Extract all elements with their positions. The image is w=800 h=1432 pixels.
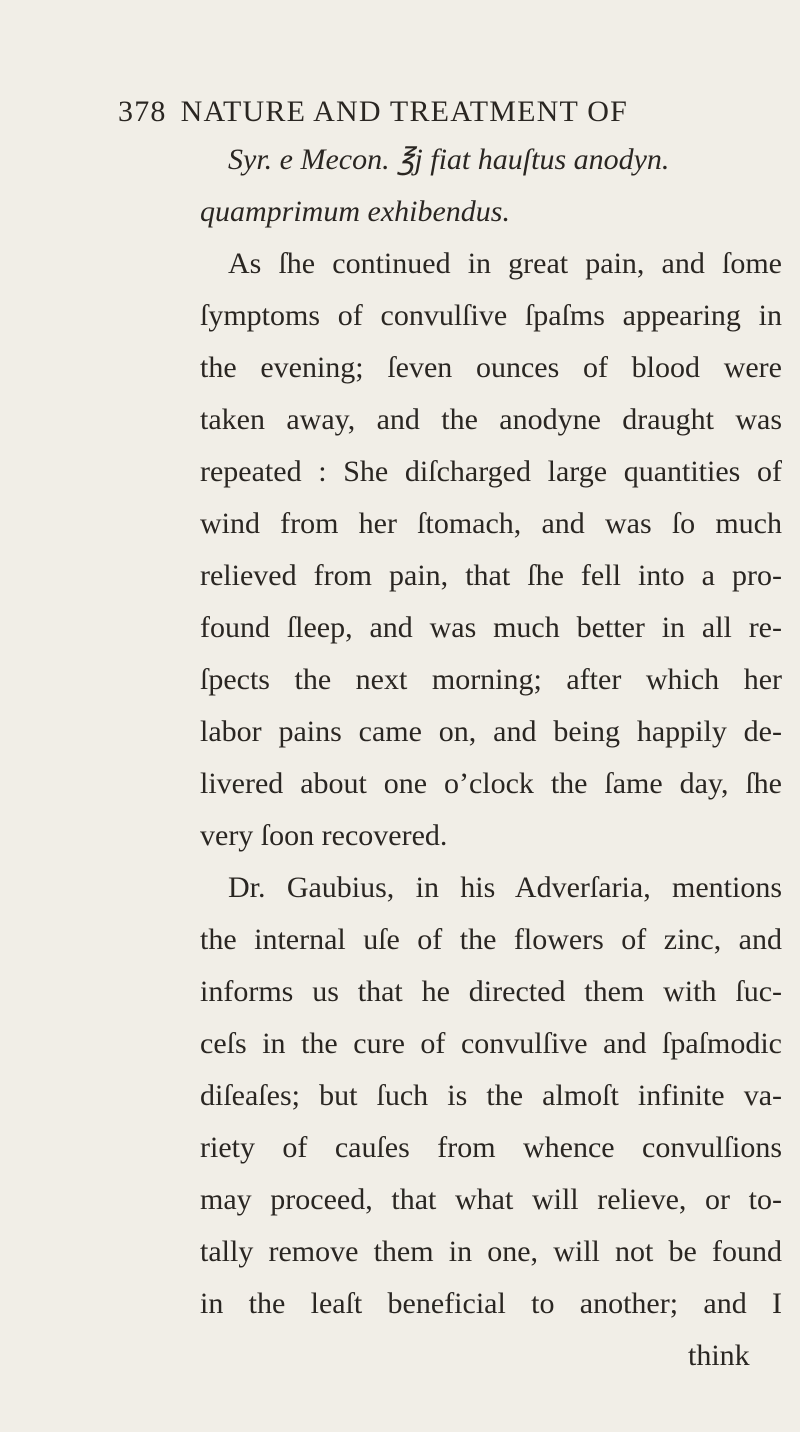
text-line: labor pains came on, and being happily de- xyxy=(200,715,782,748)
text-line: ceſs in the cure of convulſive and ſpaſmodic xyxy=(200,1027,782,1060)
running-title: NATURE AND TREATMENT OF xyxy=(180,95,628,128)
text-line: found ſleep, and was much better in all re- xyxy=(200,611,782,644)
catchword: think xyxy=(688,1339,750,1372)
text-line: wind from her ſtomach, and was ſo much xyxy=(200,507,782,540)
text-line: tally remove them in one, will not be found xyxy=(200,1235,782,1268)
text-line: repeated : She diſcharged large quantities of xyxy=(200,455,782,488)
text-line: informs us that he directed them with ſuc- xyxy=(200,975,782,1008)
text-line: Dr. Gaubius, in his Adverſaria, mentions xyxy=(228,871,782,904)
text-line: Syr. e Mecon. ℥j fiat hauſtus anodyn. xyxy=(228,143,670,176)
text-line: the evening; ſeven ounces of blood were xyxy=(200,351,782,384)
text-line: may proceed, that what will relieve, or to- xyxy=(200,1183,782,1216)
text-line: livered about one o’clock the ſame day, ſhe xyxy=(200,767,782,800)
text-line: taken away, and the anodyne draught was xyxy=(200,403,782,436)
text-line: As ſhe continued in great pain, and ſome xyxy=(228,247,782,280)
text-line: ſymptoms of convulſive ſpaſms appearing in xyxy=(200,299,782,332)
text-line: the internal uſe of the flowers of zinc, and xyxy=(200,923,782,956)
running-header xyxy=(118,92,718,132)
text-line: ſpects the next morning; after which her xyxy=(200,663,782,696)
page-number: 378 xyxy=(118,95,167,128)
text-line: in the leaſt beneficial to another; and I xyxy=(200,1287,782,1320)
text-line: diſeaſes; but ſuch is the almoſt infinite va- xyxy=(200,1079,782,1112)
text-line: relieved from pain, that ſhe fell into a pro- xyxy=(200,559,782,592)
text-line: riety of cauſes from whence convulſions xyxy=(200,1131,782,1164)
text-line: very ſoon recovered. xyxy=(200,819,448,852)
text-line: quamprimum exhibendus. xyxy=(200,195,510,228)
